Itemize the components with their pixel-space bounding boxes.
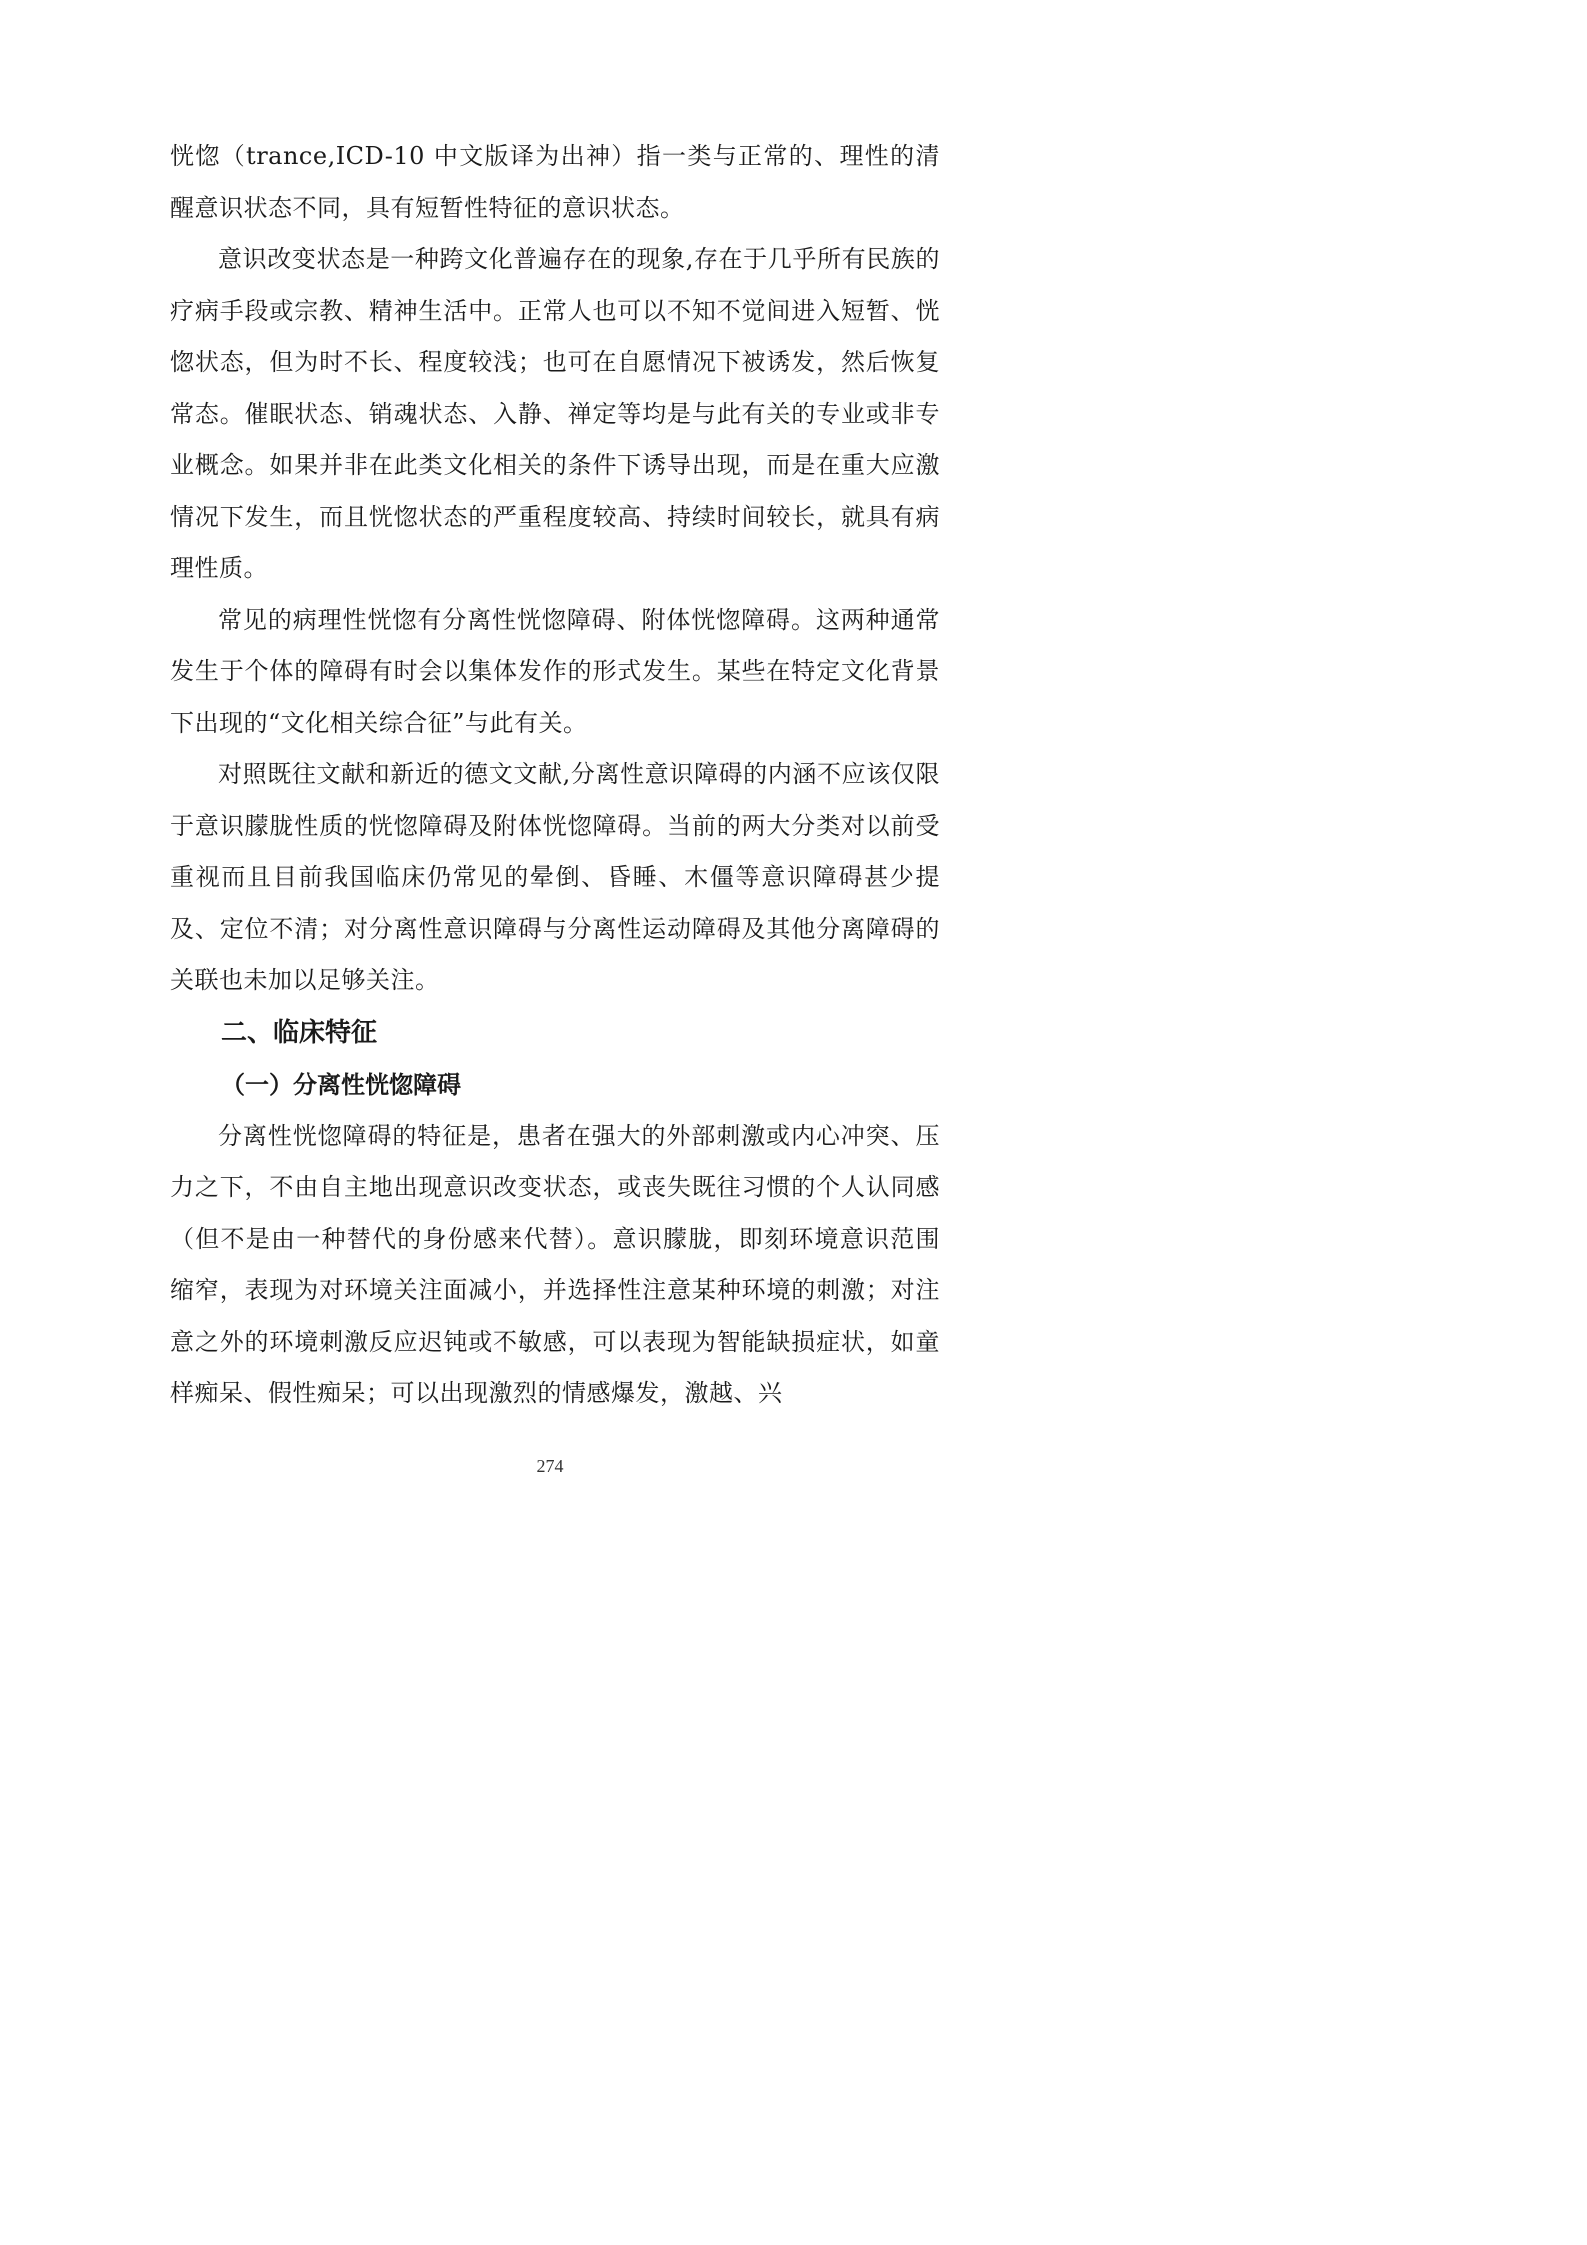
page-number: 274 — [536, 1456, 564, 1476]
paragraph-altered-states: 意识改变状态是一种跨文化普遍存在的现象,存在于几乎所有民族的疗病手段或宗教、精神生活中。正常人也可以不知不觉间进入短暂、恍惚状态，但为时不长、程度较浅；也可在自愿情况下被诱发，然后恢复常态。催眠状态、销魂状态、入静、禅定等均是与此有关的专业或非专业概念。如果并非在此类文化相关的条件下诱导出现，而是在重大应激情况下发生，而且恍惚状态的严重程度较高、持续时间较长，就具有病理性质。 — [170, 245, 940, 582]
paragraph-trance-definition: 恍惚（trance,ICD-10 中文版译为出神）指一类与正常的、理性的清醒意识状态不同，具有短暂性特征的意识状态。 — [170, 142, 940, 222]
section-heading: 二、临床特征 — [221, 1017, 378, 1048]
paragraph-pathological-trance: 常见的病理性恍惚有分离性恍惚障碍、附体恍惚障碍。这两种通常发生于个体的障碍有时会以集体发作的形式发生。某些在特定文化背景下出现的“文化相关综合征”与此有关。 — [170, 605, 940, 737]
subsection-heading: （一）分离性恍惚障碍 — [221, 1070, 461, 1099]
document-page — [0, 0, 1100, 1556]
paragraph-literature-comparison: 对照既往文献和新近的德文文献,分离性意识障碍的内涵不应该仅限于意识朦胧性质的恍惚障碍及附体恍惚障碍。当前的两大分类对以前受重视而且目前我国临床仍常见的晕倒、昏睡、木僵等意识障碍甚少提及、定位不清；对分离性意识障碍与分离性运动障碍及其他分离障碍的关联也未加以足够关注。 — [170, 760, 940, 994]
paragraph-dissociative-trance-features: 分离性恍惚障碍的特征是，患者在强大的外部刺激或内心冲突、压力之下，不由自主地出现意识改变状态，或丧失既往习惯的个人认同感（但不是由一种替代的身份感来代替）。意识朦胧，即刻环境意识范围缩窄，表现为对环境关注面减小，并选择性注意某种环境的刺激；对注意之外的环境刺激反应迟钝或不敏感，可以表现为智能缺损症状，如童样痴呆、假性痴呆；可以出现激烈的情感爆发，激越、兴 — [170, 1121, 940, 1407]
page-body — [170, 131, 940, 1420]
